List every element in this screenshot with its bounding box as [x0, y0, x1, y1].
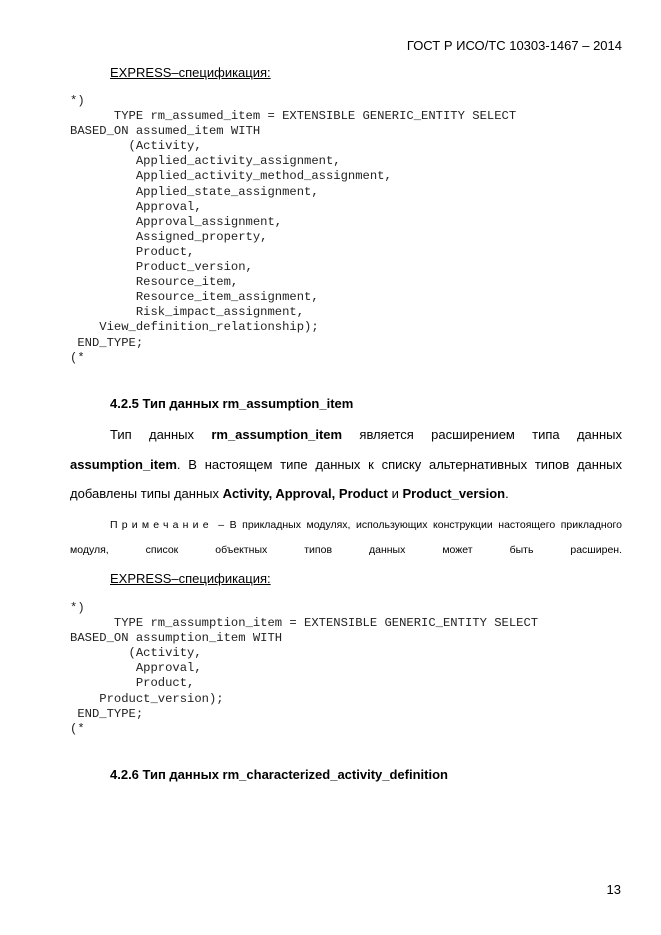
section-heading: 4.2.5 Тип данных rm_assumption_item — [110, 396, 354, 411]
body-paragraph: Тип данных rm_assumption_item является расширением типа данных assumption_item. В настоящем типе данных к списку альтернативных типов данных добавлены типы данных Activity, Approval, Product и Product_version. — [70, 420, 622, 509]
type-name: Product_version — [402, 486, 506, 501]
note-paragraph — [70, 513, 622, 563]
type-name: assumption_item — [70, 456, 177, 472]
paragraph-line-1: Тип данных rm_assumption_item является расширением типа данных — [110, 427, 622, 442]
note-line-1: Примечание – В прикладных модулях, использующих конструкции настоящего прикладного модуля, список объектных типов данных может быть расширен. — [70, 519, 622, 556]
note-label: Примечание — [110, 519, 213, 531]
type-list: Activity, Approval, Product — [222, 486, 389, 501]
express-spec-label: EXPRESS–спецификация: — [110, 571, 271, 586]
document-header: ГОСТ Р ИСО/ТС 10303-1467 – 2014 — [406, 38, 622, 53]
express-code-block: *) TYPE rm_assumption_item = EXTENSIBLE GENERIC_ENTITY SELECT BASED_ON assumption_item WITH (Activity, Approval, Product, Product_version); END_TYPE; (* — [70, 601, 539, 736]
express-spec-label: EXPRESS–спецификация: — [110, 65, 271, 80]
express-code-block: *) TYPE rm_assumed_item = EXTENSIBLE GENERIC_ENTITY SELECT BASED_ON assumed_item WITH (Activity, Applied_activity_assignment, Applied_activity_method_assignment, Applied_state_assignment, Approval, Approval_assignment, Assigned_property, Product, Product_version, Resource_item, Resource_item_assignment, Risk_impact_assignment, View_definition_relationship); END_TYPE; (* — [70, 94, 517, 365]
type-name: rm_assumption_item — [211, 427, 343, 442]
section-heading: 4.2.6 Тип данных rm_characterized_activity_definition — [110, 767, 448, 782]
page-number: 13 — [606, 882, 621, 897]
